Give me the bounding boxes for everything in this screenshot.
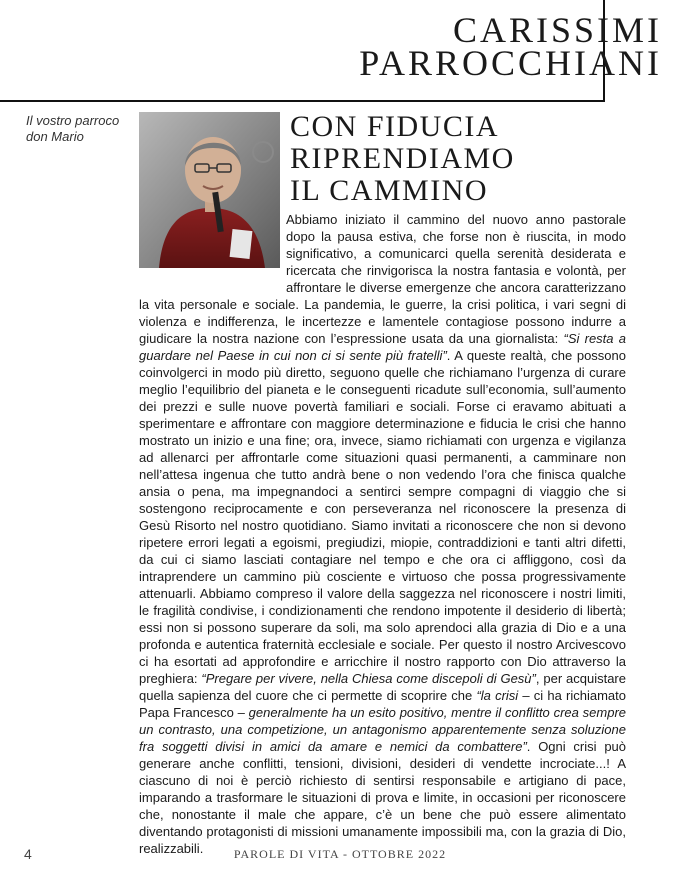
article-text-segment: . A queste realtà, che possono coinvolgerci in modo più diretto, seguono quelle che richiamano l’urgenza di curare meglio l’equilibrio del pianeta e le conseguenti ricadute sull’economia, sull’aumento dei prezzi e sulle nuove povertà familiari e sociali. Forse ci eravamo abituati a sperimentare e affrontare con maggiore determinazione e fiducia le crisi che hanno mostrato un inizio e una fine; ora, invece, siamo richiamati con urgenza e vigilanza ad allenarci per affrontarle come situazioni quasi permanenti, a camminare non nell’attesa ingenua che tutto andrà bene o non vedendo l’ora che finisca qualche ansia o pena, ma impegnandoci a sentirci sempre compagni di viaggio che si sostengono reciprocamente e con perseveranza nel riconoscere la presenza di Gesù Risorto nel nostro quotidiano. Siamo invitati a riconoscere che non si devono ripetere errori legati a egoismi, pregiudizi, miopie, contraddizioni e tanti altri difetti, da cui ci siamo lasciati contagiare nel tempo e che ora ci affliggono, così da intraprendere un cammino più cosciente e virtuoso che possa progressivamente attenuarli. Abbiamo compreso il valore della saggezza nel riconoscere i nostri limiti, le fragilità condivise, i condizionamenti che rendono impotente il desiderio di libertà; essi non si possono superare da soli, ma solo aprendoci alla grazia di Dio e a una profonda e autentica fraternità ecclesiale e sociale. Per questo il nostro Arcivescovo ci ha esortati ad approfondire e arricchire il nostro rapporto con Dio attraverso la preghiera: [139,348,626,686]
article-text-segment: . Ogni crisi può generare anche conflitti, tensioni, divisioni, desideri di vendette incrociate...! A ciascuno di noi è perciò richiesto di sentirsi responsabile e artigiano di pace, imparando a trasformare le situazioni di prova e limite, in occasioni per riconoscere che, nonostante il male che appare, c’è un bene che può essere alimentato diventando protagonisti di missioni umanamente impossibili ma, con la grazia di Dio, realizzabili. [139,739,627,856]
section-title-line2: PARROCCHIANI [359,43,662,83]
photo-caption-line1: Il vostro parroco [26,113,120,128]
article-text-segment: Abbiamo iniziato il cammino del nuovo anno pastorale dopo la pausa estiva, che forse non è riuscita, in modo significativo, a comunicarci quella serenità desiderata e ricercata che rinvigorisca la nostra fantasia e volontà, per affrontare le diverse emergenze che ancora caratterizzano la vita personale e sociale. La pandemia, le guerre, la crisi politica, i vari segni di violenza e indifferenza, le incertezze e lamentele contagiose possono indurre a giudicare la nostra nazione con l’espressione usata da una giornalista: [139,212,626,346]
section-title [359,10,662,83]
article-text [139,211,626,857]
article-text-segment: , per acquistare quella sapienza del cuore che ci permette di scoprire che [139,671,626,703]
article-body [139,211,626,857]
article-title [290,111,515,207]
article-quote: “Si resta a guardare nel Paese in cui non ci si sente più fratelli” [139,331,626,363]
page-number: 4 [24,846,32,862]
publication-footer: PAROLE DI VITA - OTTOBRE 2022 [233,847,447,861]
article-text-segment: – ci ha richiamato Papa Francesco – [139,688,626,720]
article-title-line2: RIPRENDIAMO [290,142,515,175]
article-quote: “la crisi [476,688,519,703]
portrait-wrap-spacer [139,211,286,294]
article-title-line3: IL CAMMINO [290,174,489,207]
photo-caption [26,113,131,145]
article-quote: generalmente ha un esito positivo, mentre il conflitto crea sempre un contrasto, una competizione, un antagonismo apparentemente senza soluzione fra soggetti divisi in amici da amare e nemici da combattere” [139,705,626,754]
article-title-line1: CON FIDUCIA [290,110,500,143]
section-title-line1: CARISSIMI [452,10,662,50]
photo-caption-line2: don Mario [26,129,84,144]
article-quote: “Pregare per vivere, nella Chiesa come discepoli di Gesù” [201,671,536,686]
